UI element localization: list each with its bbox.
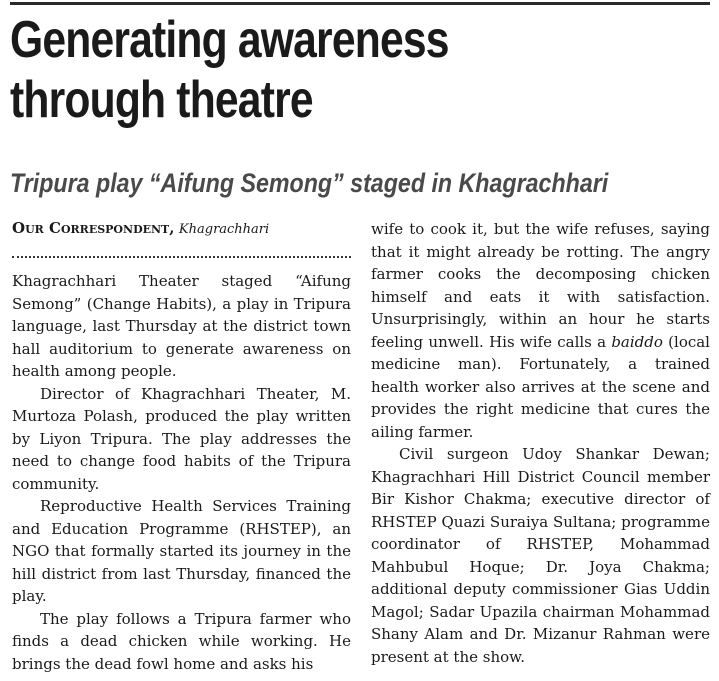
byline-correspondent: Our Correspondent,: [12, 219, 175, 237]
paragraph-3: Reproductive Health Services Training and Education Programme (RHSTEP), an NGO that formally started its journey in the hill district from last Thursday, financed the play.: [12, 497, 351, 605]
byline-divider: [12, 246, 351, 258]
article-column-right: [371, 218, 710, 668]
paragraph-2: Director of Khagrachhari Theater, M. Murtoza Polash, produced the play written by Liyon Tripura. The play addresses the need to change food habits of the Tripura community.: [12, 384, 351, 493]
headline-line-1: Generating awareness: [10, 11, 449, 69]
paragraph-5-text-b: (local medicine man). Fortunately, a trained health worker also arrives at the scene and provides the right medicine that cures the ailing farmer.: [371, 332, 710, 441]
paragraph-5: [371, 218, 710, 443]
paragraph-6: Civil surgeon Udoy Shankar Dewan; Khagrachhari Hill District Council member Bir Kishor Chakma; executive director of RHSTEP Quazi Suraiya Sultana; programme coordinator of RHSTEP, Mohammad Mahbubul Hoque; Dr. Joya Chakma; additional deputy commissioner Gias Uddin Magol; Sadar Upazila chairman Mohammad Shany Alam and Dr. Mizanur Rahman were present at the show.: [371, 445, 710, 666]
paragraph-5-text-a: wife to cook it, but the wife refuses, saying that it might already be rotting. The angry farmer cooks the decomposing chicken himself and eats it with satisfaction. Unsurprisingly, within an hour he starts feeling unwell. His wife calls a: [371, 220, 710, 351]
headline: [10, 10, 584, 130]
byline: [12, 218, 351, 240]
headline-line-2: through theatre: [10, 71, 313, 129]
paragraph-1: Khagrachhari Theater staged “Aifung Semong” (Change Habits), a play in Tripura language, last Thursday at the district town hall auditorium to generate awareness on health among people.: [12, 272, 351, 380]
byline-location: Khagrachhari: [178, 222, 270, 237]
top-rule: [10, 2, 710, 5]
subheadline: Tripura play “Aifung Semong” staged in Khagrachhari: [10, 168, 609, 198]
paragraph-5-term: baiddo: [611, 332, 663, 351]
paragraph-4: The play follows a Tripura farmer who finds a dead chicken while working. He brings the dead fowl home and asks his: [12, 609, 351, 673]
article-column-left: [12, 218, 351, 675]
